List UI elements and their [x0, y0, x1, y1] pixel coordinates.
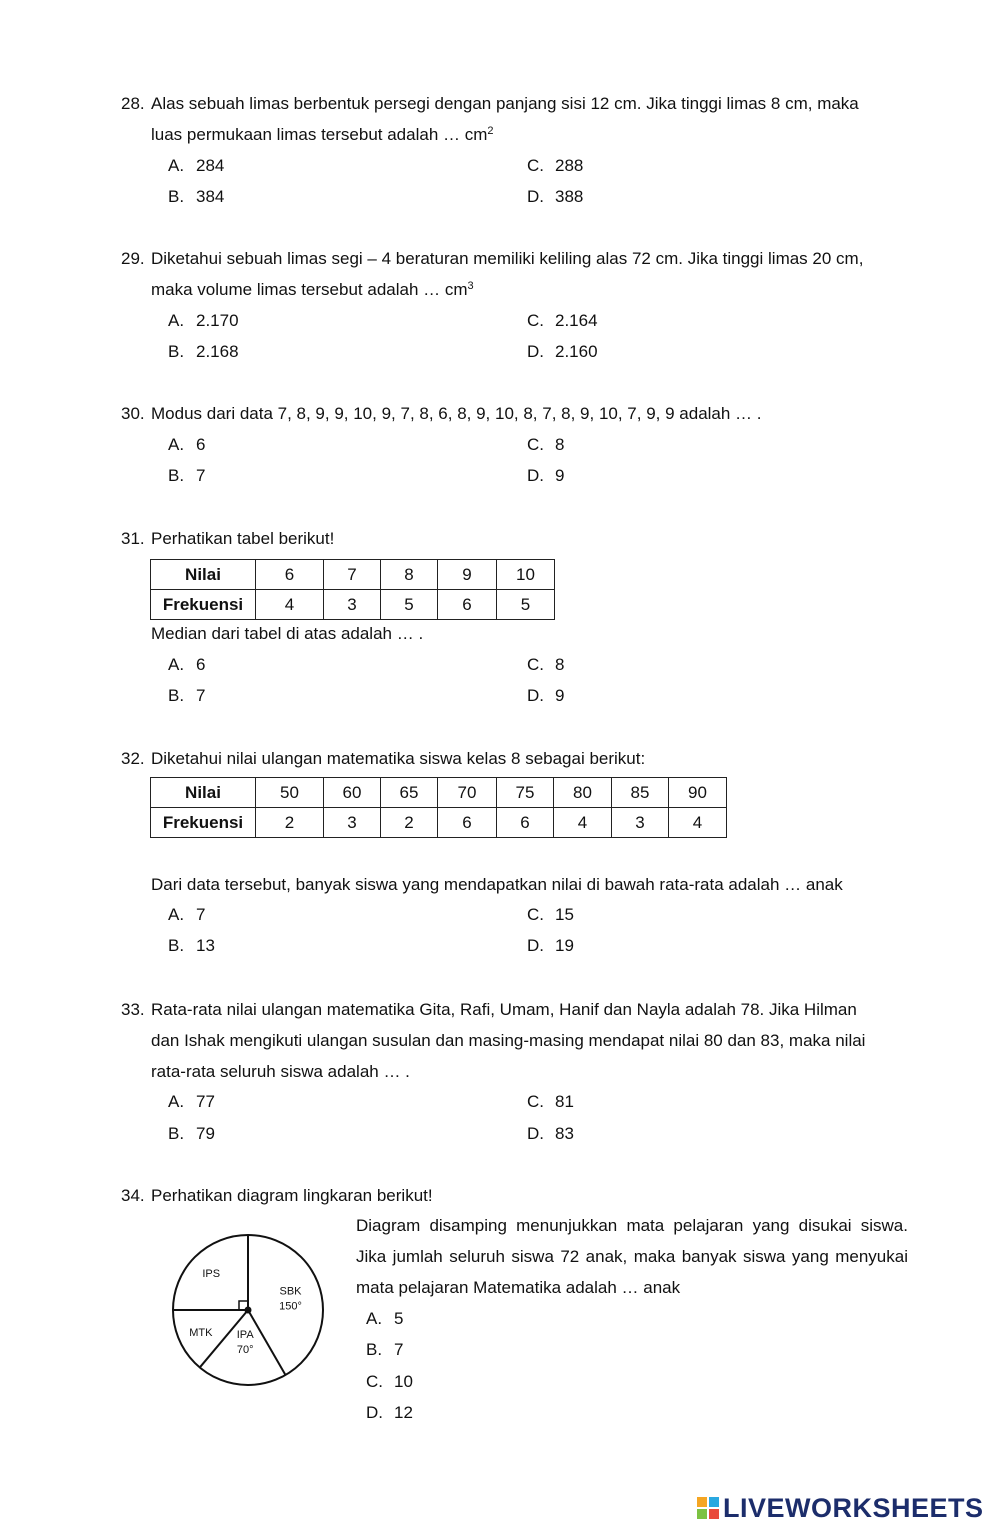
option-d[interactable]: D. 2.160: [527, 342, 598, 361]
question-text: 33. Rata-rata nilai ulangan matematika Gita, Rafi, Umam, Hanif dan Nayla adalah 78. Jika Hilman: [121, 1000, 857, 1019]
table-row-header: [151, 560, 555, 590]
question-number: 32.: [121, 749, 145, 768]
slice-divider: [248, 1310, 286, 1375]
table-cell: 50: [256, 778, 324, 808]
question-text: 30. Modus dari data 7, 8, 9, 9, 10, 9, 7, 8, 6, 8, 9, 10, 8, 7, 8, 9, 10, 7, 9, 9 adalah … .: [121, 404, 762, 423]
table-cell: 75: [497, 778, 554, 808]
option-a[interactable]: A. 6: [168, 435, 206, 454]
slice-angle-sbk: 150°: [279, 1300, 302, 1313]
table-cell: 3: [324, 590, 381, 620]
option-d[interactable]: D. 388: [527, 187, 584, 206]
option-c[interactable]: C. 10: [366, 1372, 413, 1391]
table-row-frequency: [151, 808, 727, 838]
option-b[interactable]: B. 7: [168, 466, 206, 485]
frequency-table: [150, 777, 727, 838]
question-prompt: Dari data tersebut, banyak siswa yang mendapatkan nilai di bawah rata-rata adalah … anak: [151, 875, 843, 894]
option-d[interactable]: D. 83: [527, 1124, 574, 1143]
table-cell: 65: [381, 778, 438, 808]
slice-label-ipa: IPA: [236, 1328, 254, 1341]
option-c[interactable]: C. 15: [527, 905, 574, 924]
question-number: 28.: [121, 94, 145, 113]
question-text-line2: luas permukaan limas tersebut adalah … $cm^2$: [151, 125, 494, 144]
liveworksheets-logo: [697, 1493, 984, 1524]
question-number: 34.: [121, 1186, 145, 1205]
option-d[interactable]: D. 9: [527, 466, 565, 485]
option-a[interactable]: A. 77: [168, 1092, 215, 1111]
table-cell: 60: [324, 778, 381, 808]
option-a[interactable]: A. 5: [366, 1309, 404, 1328]
option-d[interactable]: D. 9: [527, 686, 565, 705]
slice-label-sbk: SBK: [279, 1285, 302, 1298]
question-text: 31. Perhatikan tabel berikut!: [121, 529, 335, 548]
question-number: 29.: [121, 249, 145, 268]
pie-center-dot: [245, 1307, 252, 1314]
logo-mark-icon: [697, 1497, 719, 1519]
slice-label-mtk: MTK: [189, 1326, 213, 1339]
question-prompt: Median dari tabel di atas adalah … .: [151, 624, 424, 643]
table-cell: 70: [438, 778, 497, 808]
logo-text: LIVEWORKSHEETS: [723, 1493, 984, 1523]
question-text-line2: maka volume limas tersebut adalah … $cm^3$: [151, 280, 474, 299]
table-cell: 4: [669, 808, 727, 838]
question-number: 30.: [121, 404, 145, 423]
table-cell: 4: [256, 590, 324, 620]
table-cell: 3: [612, 808, 669, 838]
option-c[interactable]: C. 2.164: [527, 311, 598, 330]
question-description: Diagram disamping menunjukkan mata pelajaran yang disukai siswa. Jika jumlah seluruh siswa 72 anak, maka banyak siswa yang menyukai mata pelajaran Matematika adalah … anak: [356, 1216, 908, 1297]
question-number: 33.: [121, 1000, 145, 1019]
table-cell: 7: [324, 560, 381, 590]
option-c[interactable]: C. 288: [527, 156, 584, 175]
question-text-line2: dan Ishak mengikuti ulangan susulan dan masing-masing mendapat nilai 80 dan 83, maka nilai: [151, 1031, 866, 1050]
table-cell: Nilai: [151, 560, 256, 590]
pie-chart: [163, 1225, 333, 1395]
superscript: 3: [467, 280, 474, 292]
table-cell: 6: [438, 808, 497, 838]
superscript: 2: [487, 125, 494, 137]
table-cell: 6: [438, 590, 497, 620]
question-text: 34. Perhatikan diagram lingkaran berikut!: [121, 1186, 433, 1205]
table-cell: 85: [612, 778, 669, 808]
table-cell: 3: [324, 808, 381, 838]
option-b[interactable]: B. 79: [168, 1124, 215, 1143]
table-cell: 6: [497, 808, 554, 838]
option-c[interactable]: C. 8: [527, 435, 565, 454]
question-text: 28. Alas sebuah limas berbentuk persegi dengan panjang sisi 12 cm. Jika tinggi limas 8 cm, maka: [121, 94, 859, 113]
option-a[interactable]: A. 6: [168, 655, 206, 674]
table-cell: 90: [669, 778, 727, 808]
option-b[interactable]: B. 7: [366, 1340, 404, 1359]
table-cell: 9: [438, 560, 497, 590]
table-cell: 5: [381, 590, 438, 620]
question-text-line3: rata-rata seluruh siswa adalah … .: [151, 1062, 410, 1081]
option-d[interactable]: D. 19: [527, 936, 574, 955]
table-cell: 80: [554, 778, 612, 808]
option-d[interactable]: D. 12: [366, 1403, 413, 1422]
table-cell: Frekuensi: [151, 590, 256, 620]
table-cell: 5: [497, 590, 555, 620]
option-a[interactable]: A. 7: [168, 905, 206, 924]
question-number: 31.: [121, 529, 145, 548]
question-text: 32. Diketahui nilai ulangan matematika siswa kelas 8 sebagai berikut:: [121, 749, 646, 768]
option-a[interactable]: A. 2.170: [168, 311, 239, 330]
table-cell: Nilai: [151, 778, 256, 808]
option-c[interactable]: C. 8: [527, 655, 565, 674]
slice-angle-ipa: 70°: [236, 1343, 254, 1356]
option-b[interactable]: B. 2.168: [168, 342, 239, 361]
table-cell: Frekuensi: [151, 808, 256, 838]
table-row-header: [151, 778, 727, 808]
option-b[interactable]: B. 13: [168, 936, 215, 955]
option-b[interactable]: B. 7: [168, 686, 206, 705]
table-cell: 2: [256, 808, 324, 838]
table-cell: 2: [381, 808, 438, 838]
table-row-frequency: [151, 590, 555, 620]
table-cell: 4: [554, 808, 612, 838]
table-cell: 8: [381, 560, 438, 590]
option-a[interactable]: A. 284: [168, 156, 225, 175]
table-cell: 6: [256, 560, 324, 590]
option-b[interactable]: B. 384: [168, 187, 225, 206]
question-text: 29. Diketahui sebuah limas segi – 4 beraturan memiliki keliling alas 72 cm. Jika tinggi limas 20 cm,: [121, 249, 864, 268]
frequency-table: [150, 559, 555, 620]
option-c[interactable]: C. 81: [527, 1092, 574, 1111]
slice-label-ips: IPS: [202, 1268, 221, 1281]
table-cell: 10: [497, 560, 555, 590]
